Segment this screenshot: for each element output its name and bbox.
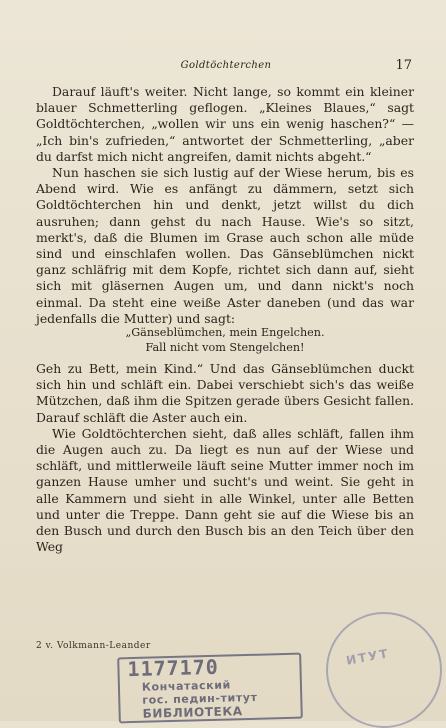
verse-line: Fall nicht vom Stengelchen!: [145, 341, 305, 355]
page-header: [40, 60, 412, 76]
signature-mark: 2 v. Volkmann-Leander: [36, 641, 151, 651]
page-number: 17: [395, 58, 412, 73]
running-title: Goldtöchterchen: [180, 60, 272, 71]
verse-line: „Gänseblümchen, mein Engelchen.: [125, 326, 325, 340]
paragraph: Wie Goldtöchterchen sieht, daß alles schläft, fallen ihm die Augen auch zu. Da liegt es nun auf der Wiese und schläft, und mittlerweile läuft seine Mutter immer noch im ganzen Hause umher und sucht's und weint. Sie geht in alle Kammern und sieht in alle Winkel, unter alle Betten und unter die Treppe. Dann geht sie auf die Wiese bis an den Busch und durch den Busch bis an den Teich über den Weg: [36, 425, 414, 555]
inventory-number: 1177170: [127, 654, 220, 682]
paragraph: Nun haschen sie sich lustig auf der Wiese herum, bis es Abend wird. Wie es anfängt zu dämmern, setzt sich Goldtöchterchen hin und denkt, jetzt willst du dich ausruhen; dann gehst du nach Hause. Wie's so sitzt, merkt's, daß die Blumen im Grase auch schon alle müde sind und einschlafen wollen. Das Gänseblümchen nickt ganz schläfrig mit dem Kopfe, richtet sich dann auf, sieht sich mit gläsernen Augen um, und dann nickt's noch einmal. Da steht eine weiße Aster daneben (und das war jedenfalls die Mutter) und sagt:: [36, 165, 414, 326]
paragraph: Darauf läuft's weiter. Nicht lange, so kommt ein kleiner blauer Schmetterling geflogen. „Kleines Blaues,“ sagt Goldtöchterchen, „wollen wir uns ein wenig haschen?“ — „Ich bin's zufrieden,“ antwortet der Schmetterling, „aber du darfst mich nicht angreifen, damit nichts abgeht.“: [36, 84, 414, 164]
round-stamp-text: ИТУТ: [345, 646, 391, 668]
stamp-line: гос. педин-титут: [142, 690, 258, 707]
round-library-stamp: [326, 612, 442, 728]
paragraph: Geh zu Bett, mein Kind.“ Und das Gänseblümchen duckt sich hin und schläft ein. Dabei verschiebt sich's das weiße Mützchen, daß ihm die Spitzen gerade übers Gesicht fallen. Darauf schläft die Aster auch ein.: [36, 361, 414, 425]
library-stamp: [117, 653, 303, 724]
stamp-line: БИБЛИОТЕКА: [142, 704, 243, 721]
verse: [36, 325, 414, 355]
body-text: [36, 84, 414, 555]
stamp-line: Кончатаский: [141, 678, 232, 694]
